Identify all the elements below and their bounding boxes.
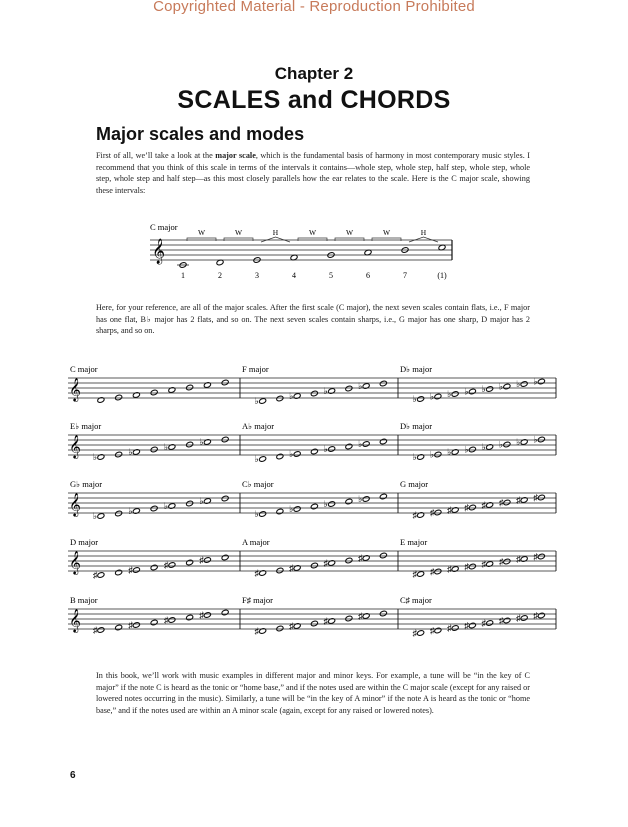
scale-label: G major xyxy=(400,479,429,489)
scale-degree-2: 2 xyxy=(218,271,222,280)
sharp-icon: ♯ xyxy=(199,555,204,565)
flat-icon: ♭ xyxy=(254,396,259,406)
page-number: 6 xyxy=(70,770,76,781)
all-scales-paragraph: Here, for your reference, are all of the major scales. After the first scale (C major), the next seven scales contain flats, i.e., F major has one flat, B♭ major has 2 flats, and so on. The next seven scales contain sharps, i.e., G major has one sharp, D major has 2 sharps, and so on. xyxy=(96,303,530,336)
whole-step-bracket xyxy=(224,238,253,241)
sharp-icon: ♯ xyxy=(429,566,435,577)
sharp-icon: ♯ xyxy=(429,507,435,518)
sharp-icon: ♯ xyxy=(92,570,98,580)
scale-label: F major xyxy=(242,364,269,374)
sharp-icon: ♯ xyxy=(323,558,329,568)
flat-icon: ♭ xyxy=(289,449,294,459)
flat-icon: ♭ xyxy=(199,496,204,506)
interval-label-5: W xyxy=(345,228,354,237)
interval-label-3: H xyxy=(272,228,279,237)
flat-icon: ♭ xyxy=(429,391,435,402)
flat-icon: ♭ xyxy=(358,494,363,504)
flat-icon: ♭ xyxy=(199,437,204,447)
scale-degree-5: 5 xyxy=(329,271,333,280)
sharp-icon: ♯ xyxy=(464,620,469,631)
sharp-icon: ♯ xyxy=(533,492,538,503)
sharp-icon: ♯ xyxy=(199,610,204,620)
scale-degree-4: 4 xyxy=(292,271,296,280)
flat-icon: ♭ xyxy=(412,394,417,404)
flat-icon: ♭ xyxy=(533,434,538,445)
sharp-icon: ♯ xyxy=(447,623,452,633)
half-step-bracket xyxy=(261,237,290,242)
scale-label: D major xyxy=(70,537,99,547)
keys-paragraph: In this book, we’ll work with music examples in different major and minor keys. For example, a tune will be “in the key of C major” if the note C is heard as the tonic or “home base,” and if the notes used are within the C major scale (except for any raised or lowered notes occurring in the music). Similarly, a tune will be “in the key of A minor” if the note A is heard as the tonic or “home base,” and if the notes used are within an A minor scale (again, except for any raised or lowered notes). xyxy=(96,671,530,715)
sharp-icon: ♯ xyxy=(533,610,538,621)
scale-label: C♯ major xyxy=(400,595,432,605)
flat-icon: ♭ xyxy=(254,454,259,464)
sharp-icon: ♯ xyxy=(516,613,521,623)
flat-icon: ♭ xyxy=(481,384,486,394)
scale-label: D♭ major xyxy=(400,421,433,431)
sharp-icon: ♯ xyxy=(92,625,98,635)
flat-icon: ♭ xyxy=(464,386,469,397)
half-step-bracket xyxy=(409,237,438,242)
flat-icon: ♭ xyxy=(481,442,486,452)
flat-icon: ♭ xyxy=(516,437,521,447)
flat-icon: ♭ xyxy=(92,511,98,521)
sharp-icon: ♯ xyxy=(447,564,452,574)
treble-clef-icon: 𝄞 xyxy=(69,379,81,401)
intro-text-end: , which is the fundamental basis of harmony in most contemporary music styles. I recommend that you think of this scale in terms of the intervals it contains—whole step, whole step, half step, whole step, whole step, whole step and half step—as this most closely parallels how the ear relates to the scale. Here is the C major scale, showing these intervals: xyxy=(96,151,530,195)
treble-clef-icon: 𝄞 xyxy=(69,552,81,574)
flat-icon: ♭ xyxy=(163,442,169,452)
scale-degree-1: 1 xyxy=(181,271,185,280)
flat-icon: ♭ xyxy=(323,386,328,396)
flat-icon: ♭ xyxy=(533,376,538,387)
flat-icon: ♭ xyxy=(516,379,521,389)
scale-label: A major xyxy=(242,537,270,547)
scale-degree-7: 7 xyxy=(403,271,407,280)
interval-label-4: W xyxy=(308,228,317,237)
sharp-icon: ♯ xyxy=(412,569,418,579)
whole-step-bracket xyxy=(187,238,216,241)
example-scale-label: C major xyxy=(150,222,178,232)
treble-clef-icon: 𝄞 xyxy=(69,494,81,516)
interval-label-7: H xyxy=(420,228,427,237)
sharp-icon: ♯ xyxy=(498,556,504,567)
flat-icon: ♭ xyxy=(412,452,417,462)
sharp-icon: ♯ xyxy=(289,563,294,573)
sharp-icon: ♯ xyxy=(358,611,363,621)
scale-label: G♭ major xyxy=(70,479,103,489)
flat-icon: ♭ xyxy=(323,499,328,509)
sharp-icon: ♯ xyxy=(254,626,260,636)
scale-label: C♭ major xyxy=(242,479,274,489)
chapter-title: SCALES and CHORDS xyxy=(177,86,451,114)
scale-degree-8: (1) xyxy=(437,271,447,280)
flat-icon: ♭ xyxy=(128,447,133,457)
scale-label: F♯ major xyxy=(242,595,273,605)
whole-step-bracket xyxy=(298,238,327,241)
intro-text-start: First of all, we’ll take a look at the xyxy=(96,151,216,160)
section-heading: Major scales and modes xyxy=(96,124,305,144)
sharp-icon: ♯ xyxy=(412,628,418,638)
treble-clef-icon: 𝄞 xyxy=(69,610,81,632)
sharp-icon: ♯ xyxy=(254,568,260,578)
interval-label-1: W xyxy=(197,228,206,237)
copyright-watermark: Copyrighted Material - Reproduction Prohibited xyxy=(153,0,475,15)
sharp-icon: ♯ xyxy=(163,560,169,570)
sharp-icon: ♯ xyxy=(323,616,329,626)
major-scale-term: major scale xyxy=(215,151,256,160)
sharp-icon: ♯ xyxy=(128,620,133,630)
scale-label: A♭ major xyxy=(242,421,275,431)
whole-step-bracket xyxy=(335,238,364,241)
scale-label: E♭ major xyxy=(70,421,102,431)
scale-label: E major xyxy=(400,537,428,547)
flat-icon: ♭ xyxy=(163,501,169,511)
sharp-icon: ♯ xyxy=(481,500,487,510)
sharp-icon: ♯ xyxy=(429,625,435,636)
scale-label: C major xyxy=(70,364,98,374)
scale-degree-6: 6 xyxy=(366,271,370,280)
flat-icon: ♭ xyxy=(447,447,452,457)
sharp-icon: ♯ xyxy=(516,554,521,564)
flat-icon: ♭ xyxy=(289,391,294,401)
sharp-icon: ♯ xyxy=(516,495,521,505)
flat-icon: ♭ xyxy=(92,452,98,462)
flat-icon: ♭ xyxy=(498,381,504,392)
sharp-icon: ♯ xyxy=(533,551,538,562)
sharp-icon: ♯ xyxy=(447,505,452,515)
interval-label-2: W xyxy=(234,228,243,237)
sharp-icon: ♯ xyxy=(498,615,504,626)
interval-label-6: W xyxy=(382,228,391,237)
sharp-icon: ♯ xyxy=(358,553,363,563)
flat-icon: ♭ xyxy=(358,381,363,391)
sharp-icon: ♯ xyxy=(481,618,487,628)
flat-icon: ♭ xyxy=(254,509,259,519)
scale-label: D♭ major xyxy=(400,364,433,374)
flat-icon: ♭ xyxy=(429,449,435,460)
scale-degree-3: 3 xyxy=(255,271,259,280)
flat-icon: ♭ xyxy=(289,504,294,514)
sharp-icon: ♯ xyxy=(481,559,487,569)
chapter-label: Chapter 2 xyxy=(274,64,354,83)
sharp-icon: ♯ xyxy=(289,621,294,631)
treble-clef-icon: 𝄞 xyxy=(69,436,81,458)
sharp-icon: ♯ xyxy=(464,502,469,513)
sharp-icon: ♯ xyxy=(163,615,169,625)
flat-icon: ♭ xyxy=(128,506,133,516)
sharp-icon: ♯ xyxy=(464,561,469,572)
whole-step-bracket xyxy=(372,238,401,241)
scale-label: B major xyxy=(70,595,98,605)
flat-icon: ♭ xyxy=(464,444,469,455)
flat-icon: ♭ xyxy=(498,439,504,450)
flat-icon: ♭ xyxy=(447,389,452,399)
sharp-icon: ♯ xyxy=(498,497,504,508)
sharp-icon: ♯ xyxy=(128,565,133,575)
flat-icon: ♭ xyxy=(358,439,363,449)
sharp-icon: ♯ xyxy=(412,510,418,520)
treble-clef-icon: 𝄞 xyxy=(152,238,166,263)
flat-icon: ♭ xyxy=(323,444,328,454)
